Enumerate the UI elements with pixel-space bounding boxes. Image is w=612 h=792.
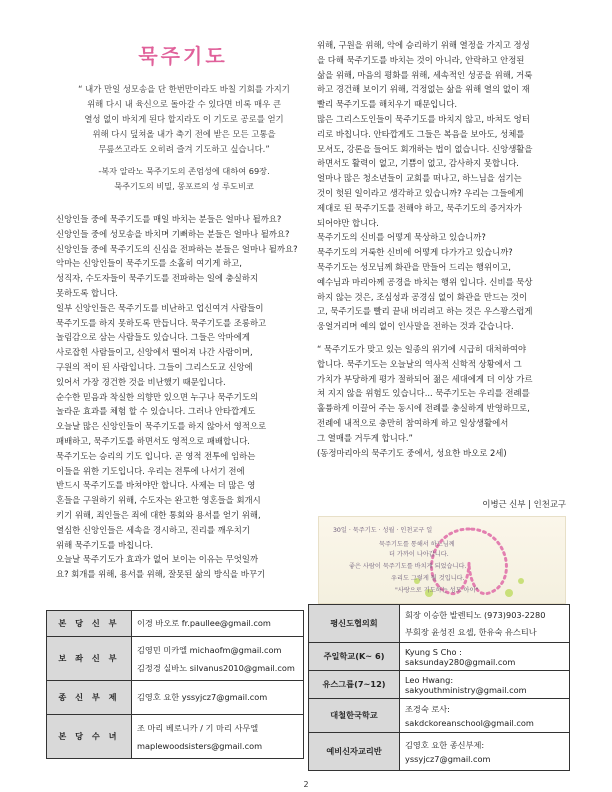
image-caption: 묵주기도를 통해서 하느님께	[379, 541, 455, 548]
table-row	[47, 681, 304, 715]
body-line: 삶을 위해, 마음의 평화를 위해, 세속적인 성공을 위해, 거룩	[317, 69, 533, 80]
left-body-text	[56, 212, 310, 582]
row-value: 김영호 요한 종신부제: yssyjcz7@gmail.com	[400, 733, 570, 771]
body-line: 위해 묵주기도를 바칩니다.	[56, 539, 153, 550]
body-line: “ 묵주기도가 맞고 있는 일종의 위기에 시급히 대처하여야	[317, 343, 527, 354]
body-line: 훌륭하게 이끌어 주는 동시에 전례를 충실하게 반영하므로,	[317, 403, 530, 414]
attribution-line: 묵주기도의 비밀, 몽포르의 성 루도비코	[114, 181, 254, 191]
body-line: 것이 헛된 일이라고 생각하고 있습니까? 우리는 그들에게	[317, 187, 524, 198]
body-line: 열심한 신앙인들은 세속을 경시하고, 진리를 깨우치기	[56, 524, 250, 535]
body-line: 패배하고, 묵주기도를 하면서도 영적으로 패배합니다.	[56, 435, 250, 446]
body-line: 성직자, 수도자들이 묵주기도를 전파하는 일에 충실하지	[56, 273, 259, 284]
row-label: 주일학교(K~ 6)	[309, 643, 400, 671]
quote-attribution	[60, 164, 308, 194]
table-row	[47, 611, 304, 637]
body-line: 많은 그리스도인들이 묵주기도를 바치지 않고, 바쳐도 엉터	[317, 113, 530, 124]
row-value: 조경숙 로사: sakdckoreanschool@gmail.com	[400, 699, 570, 733]
body-line: 되어야만 합니다.	[317, 217, 379, 228]
body-line: 얼마나 많은 청소년들이 교회를 떠나고, 하느님을 섬기는	[317, 173, 522, 184]
body-line: 사로잡힌 사람들이고, 신앙에서 떨어져 나간 사람이며,	[56, 347, 253, 358]
image-caption: 좋은 사람이 묵주기도를 바치게 되었습니다.	[349, 563, 467, 570]
rosary-image	[318, 516, 566, 604]
body-line: 구원의 적이 된 사람입니다. 그들이 그리스도교 신앙에	[56, 361, 253, 372]
image-caption: 더 가까이 나아갑니다.	[389, 551, 449, 558]
right-body-text	[317, 38, 567, 460]
body-line: 신앙인들 중에 성모송을 바치며 기뻐하는 분들은 얼마나 될까요?	[56, 228, 290, 239]
body-line: 오늘날 많은 신앙인들이 묵주기도를 하지 않아서 영적으로	[56, 421, 267, 432]
row-label: 본 당 수 녀	[47, 715, 132, 759]
quote-line: 위해 다시 내 육신으로 돌아갈 수 있다면 비록 매우 큰	[87, 99, 281, 109]
body-line: 신앙인들 중에 묵주기도의 신심을 전파하는 분들은 얼마나 될까요?	[56, 243, 298, 254]
page-number: 2	[303, 780, 309, 789]
body-line: 제대로 된 묵주기도를 전해야 하고, 묵주기도의 증거자가	[317, 202, 522, 213]
body-line: 못하도록 합니다.	[56, 287, 118, 298]
row-label: 본 당 신 부	[47, 611, 132, 637]
attribution-line: -복자 알라노 묵주기도의 존엄성에 대하여 69장.	[98, 166, 270, 176]
body-line: 묵주기도의 신비를 어떻게 묵상하고 있습니까?	[317, 232, 486, 243]
body-line: 위해, 구원을 위해, 악에 승리하기 위해 열정을 가지고 정성	[317, 40, 530, 50]
body-line: 묵주기도는 성모님께 화관을 만들어 드리는 행위이고,	[317, 261, 511, 272]
quote-line: 열성 없이 바치게 된다 할지라도 이 기도로 공로를 얻기	[84, 114, 284, 124]
row-label: 보 좌 신 부	[47, 637, 132, 681]
image-caption: 30일 · 묵주기도 · 성월 · 인천교구 일	[333, 527, 433, 534]
body-line: 가치가 부당하게 평가 절하되어 젊은 세대에게 더 이상 가르	[317, 373, 533, 384]
body-line: 모셔도, 강론을 들어도 회개하는 법이 없습니다. 신앙생활을	[317, 143, 533, 154]
row-label: 유스그룹(7~12)	[309, 671, 400, 699]
quote-line: 위해 다시 덮쳐올 내가 축기 전에 받은 모든 고통을	[92, 129, 276, 139]
body-line: (동정마리아의 묵주기도 중에서, 성요한 바오로 2세)	[317, 447, 507, 458]
quote-line: 무릎쓰고라도 오히려 즐겨 기도하고 싶습니다.”	[98, 144, 270, 154]
body-line: 하고 경건해 보이기 위해, 걱정없는 삶을 위해 열의 없이 재	[317, 84, 530, 95]
body-line: 신앙인들 중에 묵주기도를 매일 바치는 분들은 얼마나 될까요?	[56, 214, 282, 224]
body-line: 오늘날 묵주기도가 효과가 없어 보이는 이유는 무엇일까	[56, 554, 259, 565]
body-line: 반드시 묵주기도를 바쳐야만 합니다. 사제는 더 많은 영	[56, 480, 256, 491]
row-label: 예비신자교리반	[309, 733, 400, 771]
row-label: 평신도협의회	[309, 605, 400, 643]
body-line: 그 열매를 거두게 합니다.”	[317, 432, 413, 443]
row-value: 조 마리 베로니카 / 기 마리 사무엘 maplewoodsisters@gmail.com	[132, 715, 304, 759]
table-row	[309, 605, 570, 643]
body-line: 이들을 위한 기도입니다. 우리는 전투에 나서기 전에	[56, 465, 245, 476]
table-row	[309, 699, 570, 733]
body-line: 하지 않는 것은, 조심성과 공경심 없이 화관을 만드는 것이	[317, 291, 528, 302]
body-line: 하면서도 활력이 없고, 기쁨이 없고, 감사하지 못합니다.	[317, 158, 519, 169]
ministry-table	[308, 604, 570, 771]
body-line: 놀림감으로 삼는 사람들도 있습니다. 그들은 악마에게	[56, 332, 250, 343]
body-line: 묵주기도의 거룩한 신비에 어떻게 다가가고 있습니까?	[317, 247, 513, 258]
body-line: 놀라운 효과를 체험 할 수 있습니다. 그러나 안타깝게도	[56, 406, 256, 417]
body-line: 요? 회개를 위해, 용서를 위해, 잘못된 삶의 방식을 바꾸기	[56, 569, 266, 580]
body-line: 전례에 내적으로 충만히 참여하게 하고 일상생활에서	[317, 417, 509, 428]
row-value: 이경 바오로 fr.paullee@gmail.com	[132, 611, 304, 637]
body-line: 예수님과 마리아께 공경을 바치는 행위 입니다. 신비를 묵상	[317, 276, 533, 287]
table-row	[309, 733, 570, 771]
table-row	[47, 715, 304, 759]
body-line: 웅얼거리며 예의 없이 인사말을 전하는 것과 같습니다.	[317, 321, 514, 332]
row-value: 김영호 요한 yssyjcz7@gmail.com	[132, 681, 304, 715]
image-caption: 우리도 그렇게 될 것입니다.	[391, 575, 465, 582]
row-value: Leo Hwang: sakyouthministry@gmail.com	[400, 671, 570, 699]
quote-line: “ 내가 만일 성모송을 단 한번만이라도 바칠 기회를 가지기	[78, 84, 290, 94]
row-value: Kyung S Cho : saksunday280@gmail.com	[400, 643, 570, 671]
table-row	[47, 637, 304, 681]
row-label: 대철한국학교	[309, 699, 400, 733]
body-line: 빨리 묵주기도를 해치우기 때문입니다.	[317, 99, 458, 110]
paragraph-gap	[317, 334, 567, 342]
body-line: 리로 바칩니다. 안타깝게도 그들은 복음을 보아도, 성체를	[317, 128, 525, 139]
body-line: 묵주기도는 승리의 기도 입니다. 곧 영적 전투에 임하는	[56, 450, 256, 461]
table-row	[309, 643, 570, 671]
body-line: 쳐 지지 않을 위험도 있습니다... 묵주기도는 우리를 전례를	[317, 388, 530, 399]
body-line: 을 다해 묵주기도를 바치는 것이 아니라, 안락하고 안정된	[317, 54, 525, 65]
clergy-table	[46, 610, 304, 759]
page-title: 묵주기도	[138, 44, 228, 68]
body-line: 순수한 믿음과 착실한 의향만 있으면 누구나 묵주기도의	[56, 391, 259, 402]
body-line: 악마는 신앙인들이 묵주기도를 소홀히 여기게 하고,	[56, 258, 242, 269]
table-row	[309, 671, 570, 699]
author-signature: 이병근 신부 | 인천교구	[482, 499, 566, 509]
body-line: 고, 묵주기도를 빨리 끝내 버리려고 하는 것은 우스꽝스럽게	[317, 306, 533, 317]
body-line: 키기 위해, 죄인들은 죄에 대한 통회와 용서를 얻기 위해,	[56, 509, 261, 520]
row-value: 김영민 미카엘 michaofm@gmail.com 김정경 실바노 silvanus2010@gmail.com	[132, 637, 304, 681]
body-line: 일부 신앙인들은 묵주기도를 비난하고 업신여겨 사람들이	[56, 302, 264, 313]
image-caption: "사랑으로 기도하는 성모 아이"	[395, 587, 479, 594]
body-line: 있어서 가장 경건한 것을 비난했기 때문입니다.	[56, 376, 226, 387]
row-label: 종 신 부 제	[47, 681, 132, 715]
body-line: 혼들을 구원하기 위해, 수도자는 완고한 영혼들을 회개시	[56, 495, 261, 506]
body-line: 묵주기도를 하지 못하도록 만듭니다. 묵주기도를 조롱하고	[56, 317, 267, 328]
body-line: 합니다. 묵주기도는 오늘날의 역사적 신학적 상황에서 그	[317, 358, 522, 369]
row-value: 회장 이승한 발렌티노 (973)903-2280 부회장 윤성진 요셉, 한유숙 유스티나	[400, 605, 570, 643]
opening-quote	[60, 82, 308, 157]
